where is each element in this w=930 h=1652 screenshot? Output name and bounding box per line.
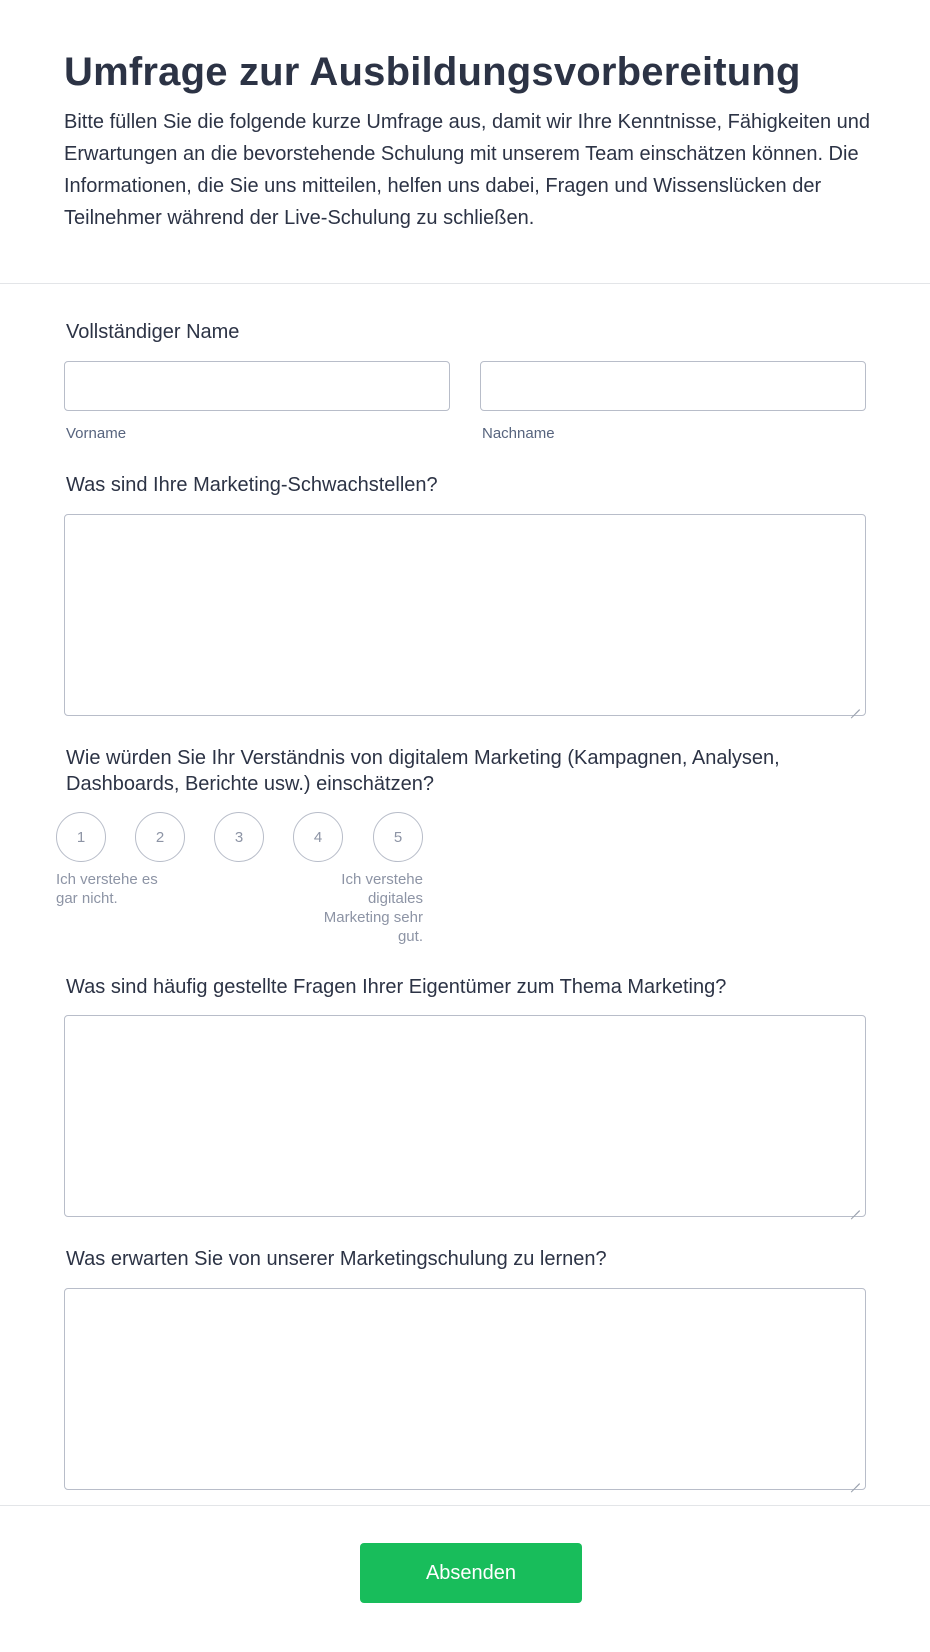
rating-high-label: Ich verstehe digitales Marketing sehr gut. — [323, 871, 423, 945]
weaknesses-textarea[interactable] — [64, 514, 866, 716]
owner-questions-label: Was sind häufig gestellte Fragen Ihrer Eigentümer zum Thema Marketing? — [66, 976, 727, 998]
rating-low-label: Ich verstehe es gar nicht. — [56, 871, 158, 907]
resize-grip-icon[interactable] — [850, 1201, 860, 1211]
weaknesses-label: Was sind Ihre Marketing-Schwachstellen? — [66, 474, 438, 496]
owner-questions-textarea[interactable] — [64, 1015, 866, 1217]
form-header — [0, 0, 930, 284]
rating-option-4[interactable]: 4 — [293, 812, 343, 862]
rating-option-3[interactable]: 3 — [214, 812, 264, 862]
form-title: Umfrage zur Ausbildungsvorbereitung — [64, 50, 801, 94]
expectations-textarea[interactable] — [64, 1288, 866, 1490]
resize-grip-icon[interactable] — [850, 1474, 860, 1484]
resize-grip-icon[interactable] — [850, 700, 860, 710]
rating-question-label: Wie würden Sie Ihr Verständnis von digitalem Marketing (Kampagnen, Analysen, Dashboards, Berichte usw.) einschätzen? — [66, 747, 780, 795]
last-name-sublabel: Nachname — [482, 425, 555, 442]
form-intro: Bitte füllen Sie die folgende kurze Umfrage aus, damit wir Ihre Kenntnisse, Fähigkeiten und Erwartungen an die bevorstehende Schulung mit unserem Team einschätzen können. Die Informationen, die Sie uns mitteilen, helfen uns dabei, Fragen und Wissenslücken der Teilnehmer während der Live-Schulung zu schließen. — [64, 111, 870, 229]
full-name-label: Vollständiger Name — [66, 321, 240, 343]
rating-option-5[interactable]: 5 — [373, 812, 423, 862]
submit-button[interactable]: Absenden — [360, 1543, 582, 1603]
first-name-input[interactable] — [64, 361, 450, 411]
rating-option-2[interactable]: 2 — [135, 812, 185, 862]
first-name-sublabel: Vorname — [66, 425, 127, 442]
expectations-label: Was erwarten Sie von unserer Marketingschulung zu lernen? — [66, 1248, 607, 1270]
rating-option-1[interactable]: 1 — [56, 812, 106, 862]
last-name-input[interactable] — [480, 361, 866, 411]
